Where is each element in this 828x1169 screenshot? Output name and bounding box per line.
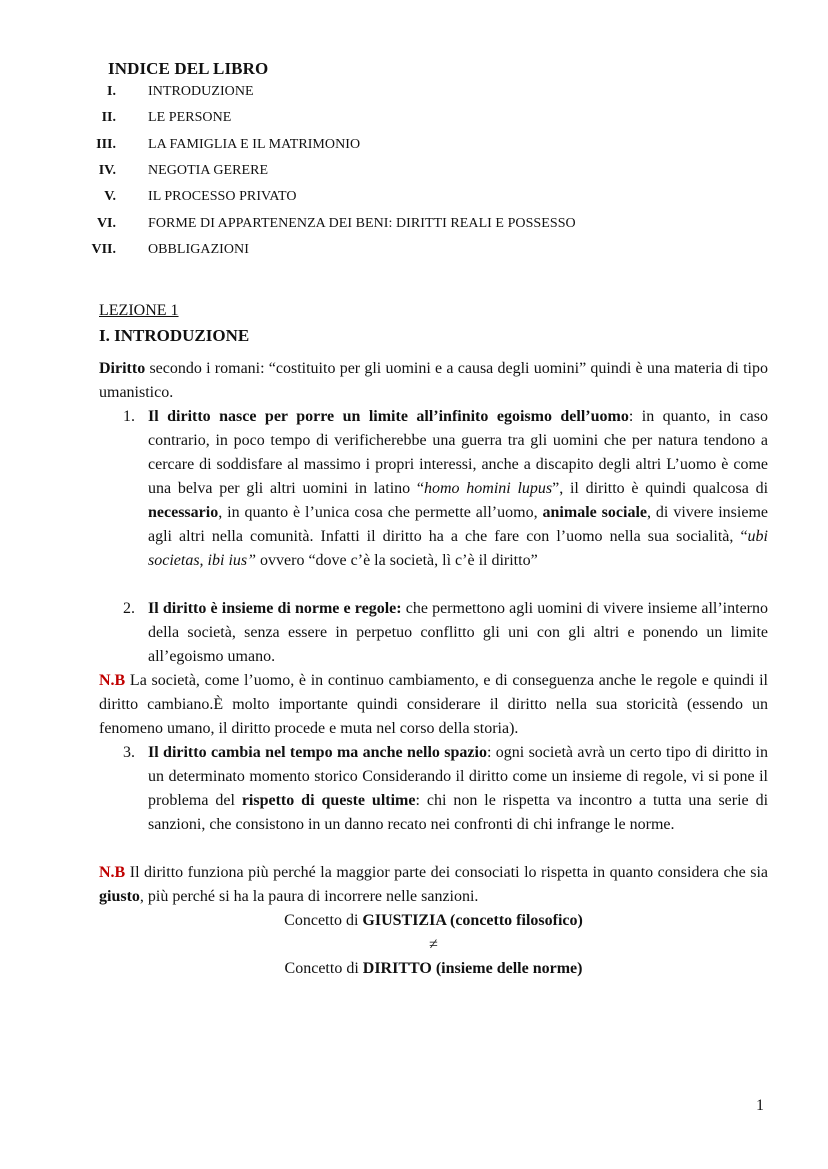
concept-term: GIUSTIZIA (concetto filosofico) bbox=[362, 912, 583, 929]
nb-paragraph-1 bbox=[99, 669, 768, 741]
nb2-text-1: Il diritto funziona più perché la maggior parte dei consociati lo rispetta in quanto considera che sia bbox=[125, 864, 768, 881]
toc-item-number: IV. bbox=[98, 163, 116, 178]
index-title: INDICE DEL LIBRO bbox=[108, 59, 269, 78]
point1-text-5: ovvero “dove c’è la società, lì c’è il diritto” bbox=[256, 552, 538, 569]
page-number: 1 bbox=[756, 1097, 764, 1114]
intro-bold-term: Diritto bbox=[99, 360, 146, 377]
toc-item-label: INTRODUZIONE bbox=[148, 84, 254, 99]
point1-text-2: ”, il diritto è quindi qualcosa di bbox=[552, 480, 769, 497]
toc-item bbox=[0, 189, 828, 209]
point1-bold-2: necessario bbox=[148, 504, 219, 521]
toc-item-number: V. bbox=[104, 189, 116, 204]
point1-italic-2: ubi societas, ibi ius” bbox=[148, 528, 768, 569]
toc-item-number: I. bbox=[107, 84, 116, 99]
toc-item-number: VI. bbox=[96, 216, 116, 231]
point1-text-3: , in quanto è l’unica cosa che permette all’uomo, bbox=[218, 504, 543, 521]
list-number: 2. bbox=[123, 600, 135, 617]
point3-bold: Il diritto cambia nel tempo ma anche nello spazio bbox=[148, 744, 487, 761]
toc-item bbox=[0, 216, 828, 236]
toc-item-number: III. bbox=[96, 137, 116, 152]
list-number: 1. bbox=[123, 408, 135, 425]
toc-item bbox=[0, 137, 828, 157]
toc-item-label: OBBLIGAZIONI bbox=[148, 242, 249, 257]
toc-item-label: LE PERSONE bbox=[148, 110, 232, 125]
toc-item-number: VII. bbox=[91, 242, 116, 257]
not-equal-sign: ≠ bbox=[429, 936, 438, 953]
nb-label: N.B bbox=[99, 864, 126, 881]
concept-prefix: Concetto di bbox=[284, 960, 363, 977]
point1-text-1: : in quanto, in caso contrario, in poco tempo di verificherebbe una guerra tra gli uomini che per natura tendono a cercare di soddisfare al massimo i propri interessi, anche a discapito degli altri L’uomo è come una belva per gli altri uomini in latino “ bbox=[148, 408, 769, 497]
intro-paragraph bbox=[99, 357, 768, 405]
toc-item-label: LA FAMIGLIA E IL MATRIMONIO bbox=[148, 137, 361, 152]
list-item-body bbox=[148, 405, 768, 573]
list-item-body bbox=[148, 741, 768, 837]
toc-item-number: II. bbox=[101, 110, 116, 125]
point1-text-4: , di vivere insieme agli altri nella comunità. Infatti il diritto ha a che fare con l’uomo nella sua socialità, “ bbox=[148, 504, 768, 545]
section-title: I. INTRODUZIONE bbox=[99, 326, 250, 345]
point1-italic-1: homo homini lupus bbox=[423, 480, 553, 497]
point3-bold-2: rispetto di queste ultime bbox=[241, 792, 416, 809]
toc-item-label: IL PROCESSO PRIVATO bbox=[148, 189, 297, 204]
toc-item-label: FORME DI APPARTENENZA DEI BENI: DIRITTI REALI E POSSESSO bbox=[148, 216, 576, 231]
point2-text: che permettono agli uomini di vivere insieme all’interno della società, senza essere in perpetuo conflitto gli uni con gli altri e ponendo un limite all’egoismo umano. bbox=[148, 600, 768, 665]
lesson-label: LEZIONE 1 bbox=[99, 302, 179, 319]
point2-bold: Il diritto è insieme di norme e regole: bbox=[148, 600, 402, 617]
point1-bold-3: animale sociale bbox=[542, 504, 647, 521]
nb-paragraph-2 bbox=[99, 861, 768, 909]
intro-text: secondo i romani: “costituito per gli uomini e a causa degli uomini” quindi è una materia di tipo umanistico. bbox=[99, 360, 768, 401]
nb-label: N.B bbox=[99, 672, 126, 689]
list-item-body bbox=[148, 597, 768, 669]
toc-item bbox=[0, 163, 828, 183]
concept-prefix: Concetto di bbox=[284, 912, 363, 929]
concept-term: DIRITTO (insieme delle norme) bbox=[362, 960, 583, 977]
point3-text-2: : chi non le rispetta va incontro a tutta una serie di sanzioni, che consistono in un danno recato nei confronti di chi infrange le norme. bbox=[148, 792, 769, 833]
point3-text-1: : ogni società avrà un certo tipo di diritto in un determinato momento storico Considerando il diritto come un insieme di regole, vi si pone il problema del bbox=[148, 744, 768, 809]
toc-item bbox=[0, 84, 828, 104]
point1-bold: Il diritto nasce per porre un limite all’infinito egoismo dell’uomo bbox=[148, 408, 629, 425]
concept-justice bbox=[99, 909, 768, 933]
nb2-bold: giusto bbox=[99, 888, 140, 905]
toc-item bbox=[0, 242, 828, 262]
toc-item-label: NEGOTIA GERERE bbox=[148, 163, 269, 178]
nb1-text: La società, come l’uomo, è in continuo cambiamento, e di conseguenza anche le regole e quindi il diritto cambiano.È molto importante quindi considerare il diritto nella sua storicità (essendo un fenomeno umano, il diritto procede e muta nel corso della storia). bbox=[99, 672, 768, 737]
list-number: 3. bbox=[123, 744, 135, 761]
toc-item bbox=[0, 110, 828, 130]
nb2-text-2: , più perché si ha la paura di incorrere nelle sanzioni. bbox=[139, 888, 479, 905]
concept-law bbox=[99, 957, 768, 981]
